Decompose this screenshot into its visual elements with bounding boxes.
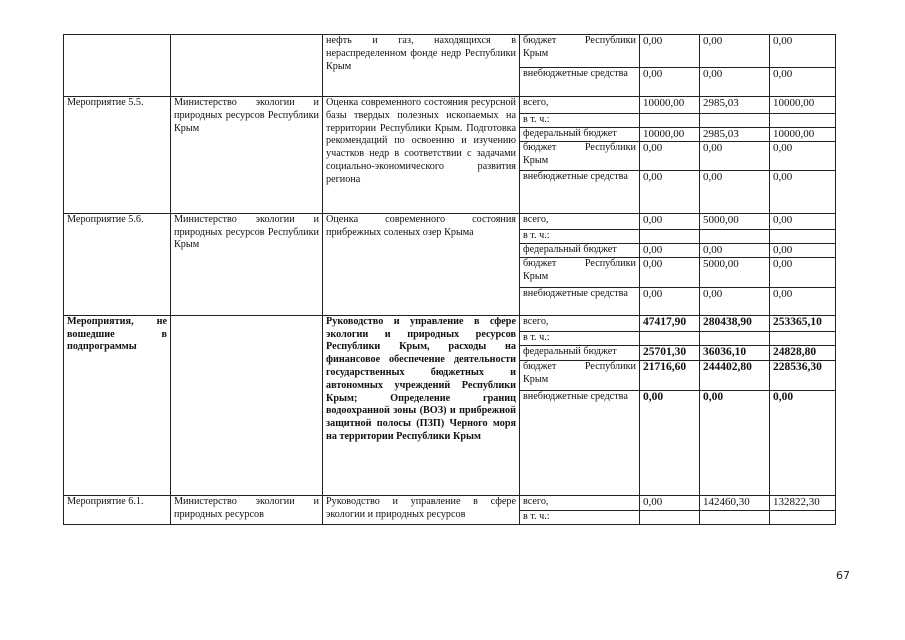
- value-cell: 0,00: [640, 213, 700, 229]
- value-cell: 142460,30: [700, 495, 770, 510]
- value-cell: 21716,60: [640, 360, 700, 390]
- table-row: [64, 97, 836, 114]
- table-row: [64, 495, 836, 510]
- funding-source-cell: федеральный бюджет: [520, 345, 640, 360]
- value-cell: [640, 229, 700, 243]
- value-cell: 0,00: [700, 170, 770, 213]
- measure-cell: Мероприятия, не вошедшие в подпрограммы: [64, 315, 171, 495]
- funding-source-cell: внебюджетные средства: [520, 170, 640, 213]
- value-cell: [700, 229, 770, 243]
- description-cell: Руководство и управление в сфере экологии и природных ресурсов Республики Крым, расходы на финансовое обеспечение деятельности государственных бюджетных и автономных учреждений Республики Крым; Определение границ водоохранной зоны (ВОЗ) и прибрежной защитной полосы (ПЗП) Черного моря на территории Республики Крым: [323, 315, 520, 495]
- measure-cell: Мероприятие 5.5.: [64, 97, 171, 214]
- funding-source-cell: бюджет Республики Крым: [520, 257, 640, 287]
- table-row: [64, 35, 836, 68]
- funding-source-cell: в т. ч.:: [520, 331, 640, 345]
- funding-source-cell: внебюджетные средства: [520, 390, 640, 495]
- value-cell: 0,00: [700, 68, 770, 97]
- executor-cell: Министерство экологии и природных ресурсов Республики Крым: [171, 213, 323, 315]
- value-cell: [770, 229, 836, 243]
- value-cell: 0,00: [640, 35, 700, 68]
- value-cell: 0,00: [640, 287, 700, 315]
- value-cell: 0,00: [700, 243, 770, 257]
- funding-source-cell: всего,: [520, 495, 640, 510]
- value-cell: 0,00: [640, 243, 700, 257]
- value-cell: [640, 510, 700, 524]
- value-cell: 10000,00: [640, 97, 700, 114]
- value-cell: 0,00: [640, 68, 700, 97]
- value-cell: 0,00: [770, 390, 836, 495]
- funding-source-cell: федеральный бюджет: [520, 127, 640, 141]
- description-cell: Руководство и управление в сфере экологии и природных ресурсов: [323, 495, 520, 524]
- measure-cell: Мероприятие 6.1.: [64, 495, 171, 524]
- value-cell: 0,00: [770, 170, 836, 213]
- value-cell: 0,00: [640, 390, 700, 495]
- value-cell: [700, 510, 770, 524]
- value-cell: 0,00: [640, 257, 700, 287]
- value-cell: [640, 114, 700, 128]
- funding-source-cell: в т. ч.:: [520, 114, 640, 128]
- funding-source-cell: федеральный бюджет: [520, 243, 640, 257]
- value-cell: 0,00: [770, 141, 836, 170]
- funding-source-cell: в т. ч.:: [520, 229, 640, 243]
- value-cell: 0,00: [700, 390, 770, 495]
- value-cell: 0,00: [700, 287, 770, 315]
- funding-source-cell: бюджет Республики Крым: [520, 360, 640, 390]
- value-cell: 244402,80: [700, 360, 770, 390]
- table-row: [64, 213, 836, 229]
- budget-table: [63, 34, 836, 525]
- table-row: [64, 315, 836, 331]
- value-cell: 10000,00: [640, 127, 700, 141]
- value-cell: [770, 114, 836, 128]
- value-cell: 0,00: [640, 495, 700, 510]
- value-cell: 0,00: [770, 35, 836, 68]
- executor-cell: Министерство экологии и природных ресурсов Республики Крым: [171, 97, 323, 214]
- funding-source-cell: всего,: [520, 213, 640, 229]
- value-cell: 10000,00: [770, 97, 836, 114]
- value-cell: 280438,90: [700, 315, 770, 331]
- value-cell: [770, 331, 836, 345]
- executor-cell: Министерство экологии и природных ресурсов: [171, 495, 323, 524]
- value-cell: 0,00: [700, 35, 770, 68]
- value-cell: 132822,30: [770, 495, 836, 510]
- page-number: 67: [836, 569, 850, 582]
- description-cell: Оценка современного состояния прибрежных соленых озер Крыма: [323, 213, 520, 315]
- measure-cell: [64, 35, 171, 97]
- funding-source-cell: внебюджетные средства: [520, 68, 640, 97]
- value-cell: [770, 510, 836, 524]
- value-cell: 0,00: [770, 213, 836, 229]
- value-cell: 0,00: [770, 287, 836, 315]
- funding-source-cell: всего,: [520, 315, 640, 331]
- value-cell: 0,00: [700, 141, 770, 170]
- value-cell: [700, 331, 770, 345]
- value-cell: 253365,10: [770, 315, 836, 331]
- funding-source-cell: бюджет Республики Крым: [520, 35, 640, 68]
- value-cell: 5000,00: [700, 213, 770, 229]
- description-cell: Оценка современного состояния ресурсной базы твердых полезных ископаемых на территории Республики Крым. Подготовка рекомендаций по освоению и изучению участков недр в соответствии с задачами социально-экономического развития региона: [323, 97, 520, 214]
- value-cell: 0,00: [770, 68, 836, 97]
- value-cell: 228536,30: [770, 360, 836, 390]
- value-cell: 2985,03: [700, 127, 770, 141]
- value-cell: [700, 114, 770, 128]
- value-cell: 0,00: [770, 257, 836, 287]
- funding-source-cell: в т. ч.:: [520, 510, 640, 524]
- funding-source-cell: бюджет Республики Крым: [520, 141, 640, 170]
- value-cell: 0,00: [640, 170, 700, 213]
- value-cell: 5000,00: [700, 257, 770, 287]
- value-cell: 25701,30: [640, 345, 700, 360]
- executor-cell: [171, 315, 323, 495]
- value-cell: [640, 331, 700, 345]
- executor-cell: [171, 35, 323, 97]
- value-cell: 2985,03: [700, 97, 770, 114]
- value-cell: 0,00: [770, 243, 836, 257]
- value-cell: 36036,10: [700, 345, 770, 360]
- value-cell: 10000,00: [770, 127, 836, 141]
- value-cell: 24828,80: [770, 345, 836, 360]
- value-cell: 0,00: [640, 141, 700, 170]
- description-cell: нефть и газ, находящихся в нераспределенном фонде недр Республики Крым: [323, 35, 520, 97]
- funding-source-cell: внебюджетные средства: [520, 287, 640, 315]
- measure-cell: Мероприятие 5.6.: [64, 213, 171, 315]
- value-cell: 47417,90: [640, 315, 700, 331]
- funding-source-cell: всего,: [520, 97, 640, 114]
